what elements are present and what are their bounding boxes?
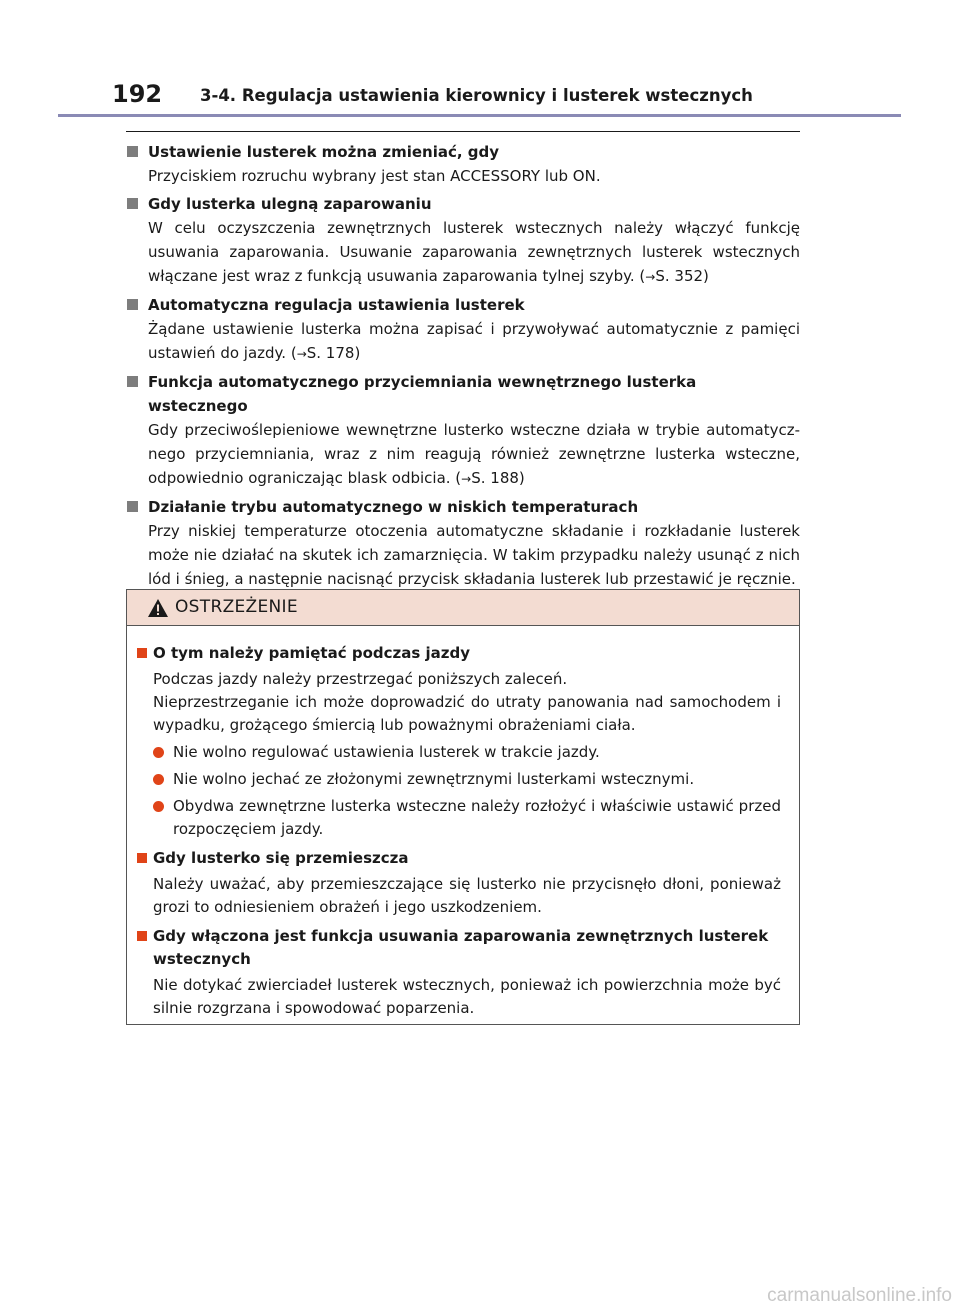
red-dot-bullet-icon	[153, 774, 164, 785]
item-body: Przyciskiem rozruchu wybrany jest stan ACCESSORY lub ON.	[148, 167, 601, 185]
square-bullet-icon	[127, 376, 138, 387]
warning-title: OSTRZEŻENIE	[175, 597, 298, 617]
square-bullet-icon	[127, 501, 138, 512]
warning-body	[127, 626, 799, 1020]
list-item	[126, 370, 800, 491]
warning-bullet: Nie wolno regulować ustawienia lusterek w trakcie jazdy.	[137, 741, 781, 764]
item-heading: Automatyczna regulacja ustawienia lusterek	[126, 293, 800, 317]
list-item	[126, 192, 800, 289]
item-body: Żądane ustawienie lusterka można zapisać i przywoływać automatycznie z pamięci ustawień do jazdy. (→S. 178)	[148, 320, 800, 362]
warning-bullet: Obydwa zewnętrzne lusterka wsteczne należy rozłożyć i właściwie ustawić przed rozpoczęciem jazdy.	[137, 795, 781, 841]
item-heading: Gdy lusterka ulegną zaparowaniu	[126, 192, 800, 216]
item-body: W celu oczyszczenia zewnętrznych lusterek wstecznych należy włączyć funkcję usuwania zaparowania. Usuwanie zaparowania zewnętrznych lusterek wstecznych włączane jest wraz z funkcją usuwania zaparowania tylnej szyby. (→S. 352)	[148, 219, 800, 285]
page-reference-link[interactable]: S. 352)	[655, 267, 709, 285]
watermark: carmanualsonline.info	[767, 1285, 952, 1306]
page-number: 192	[112, 80, 163, 108]
red-dot-bullet-icon	[153, 801, 164, 812]
item-body: Gdy przeciwoślepieniowe wewnętrzne lusterko wsteczne działa w trybie automatycznego przyciemniania, wraz z nim reagują również zewnętrzne lusterka wsteczne, odpowiednio ograniczając blask odbicia. (→S. 188)	[148, 421, 800, 487]
item-heading: Funkcja automatycznego przyciemniania wewnętrznego lusterka wstecznego	[126, 370, 800, 418]
warning-section	[137, 847, 781, 919]
square-bullet-icon	[127, 198, 138, 209]
item-heading: Ustawienie lusterek można zmieniać, gdy	[126, 140, 800, 164]
page-reference-link[interactable]: S. 178)	[306, 344, 361, 362]
section-title: 3-4. Regulacja ustawienia kierownicy i lusterek wstecznych	[200, 86, 753, 105]
warning-header	[127, 590, 799, 626]
page-header	[0, 0, 960, 118]
item-heading: Działanie trybu automatycznego w niskich temperaturach	[126, 495, 800, 519]
red-square-bullet-icon	[137, 648, 147, 658]
square-bullet-icon	[127, 299, 138, 310]
warning-section-heading: Gdy włączona jest funkcja usuwania zaparowania zewnętrznych lusterek wstecznych	[137, 925, 781, 971]
warning-section-heading: O tym należy pamiętać podczas jazdy	[137, 642, 781, 665]
warning-bullet: Nie wolno jechać ze złożonymi zewnętrznymi lusterkami wstecznymi.	[137, 768, 781, 791]
warning-section-text: Podczas jazdy należy przestrzegać poniższych zaleceń. Nieprzestrzeganie ich może doprowadzić do utraty panowania nad samochodem i wypadku, grożącego śmiercią lub poważnymi obrażeniami ciała.	[153, 670, 781, 734]
content-list	[126, 140, 800, 595]
header-rule	[58, 114, 901, 117]
arrow-right-icon: →	[461, 472, 472, 486]
warning-section-text: Należy uważać, aby przemieszczające się lusterko nie przycisnęło dłoni, ponieważ grozi to odniesieniem obrażeń i jego uszkodzeniem.	[153, 875, 781, 916]
arrow-right-icon: →	[645, 270, 656, 284]
red-square-bullet-icon	[137, 853, 147, 863]
warning-triangle-icon	[147, 598, 169, 618]
red-square-bullet-icon	[137, 931, 147, 941]
list-item	[126, 495, 800, 591]
content-top-rule	[126, 131, 800, 132]
red-dot-bullet-icon	[153, 747, 164, 758]
warning-section-text: Nie dotykać zwierciadeł lusterek wstecznych, ponieważ ich powierzchnia może być silnie rozgrzana i spowodować poparzenia.	[153, 976, 781, 1017]
square-bullet-icon	[127, 146, 138, 157]
list-item	[126, 293, 800, 366]
page-reference-link[interactable]: S. 188)	[471, 469, 525, 487]
arrow-right-icon: →	[296, 347, 307, 361]
item-body: Przy niskiej temperaturze otoczenia automatyczne składanie i rozkładanie lusterek może nie działać na skutek ich zamarznięcia. W takim przypadku należy usunąć z nich lód i śnieg, a następnie nacisnąć przycisk składania lusterek lub przestawić je ręcznie.	[148, 522, 800, 588]
warning-section-heading: Gdy lusterko się przemieszcza	[137, 847, 781, 870]
list-item	[126, 140, 800, 188]
warning-section	[137, 925, 781, 1020]
warning-section	[137, 642, 781, 841]
warning-box	[126, 589, 800, 1025]
